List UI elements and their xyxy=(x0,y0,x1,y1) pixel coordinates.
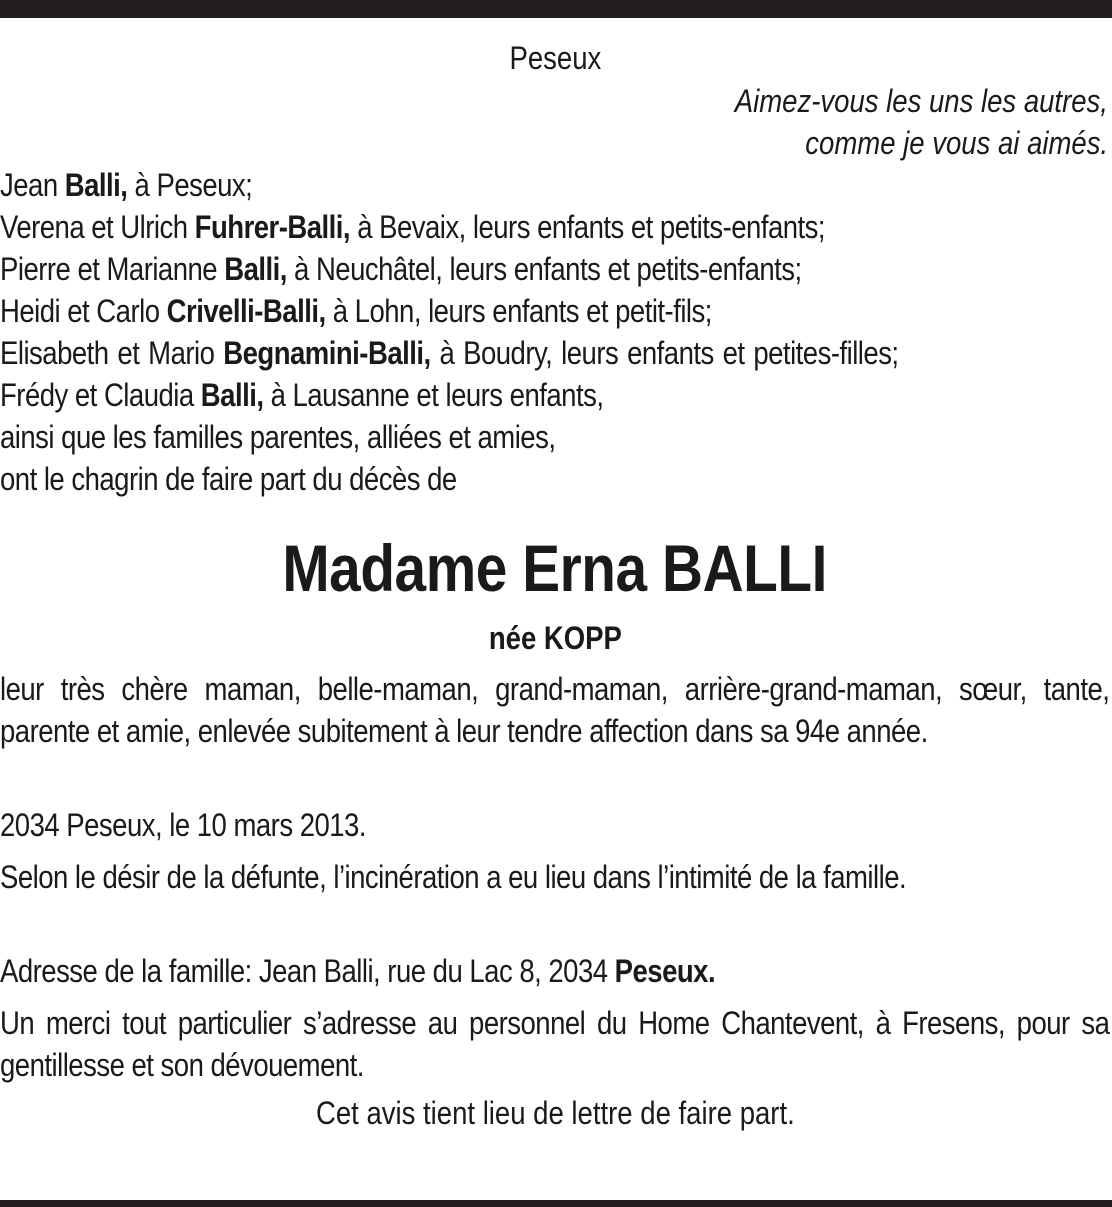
family-list xyxy=(0,164,1109,500)
deceased-block xyxy=(0,530,1110,658)
obituary-notice xyxy=(0,36,1110,1134)
verse-line-2: comme je vous ai aimés. xyxy=(805,125,1108,161)
intro-line-1: ainsi que les familles parentes, alliées et amies, xyxy=(0,419,556,455)
family-entry-surname: Balli, xyxy=(64,167,128,203)
family-entry-surname: Fuhrer-Balli, xyxy=(194,209,351,245)
family-entry-names: Jean xyxy=(0,167,65,203)
thanks-block xyxy=(0,1002,1110,1086)
bottom-border-rule xyxy=(0,1200,1112,1207)
family-entry xyxy=(0,332,1109,374)
family-entry-names: Elisabeth et Mario xyxy=(0,335,224,371)
family-entry-names: Frédy et Claudia xyxy=(0,377,201,413)
family-entry-surname: Balli, xyxy=(200,377,264,413)
family-entry xyxy=(0,248,1109,290)
ceremony-paragraph: Selon le désir de la défunte, l’incinération a eu lieu dans l’intimité de la famille. xyxy=(0,859,907,895)
family-entry xyxy=(0,374,1109,416)
address-town: Peseux. xyxy=(614,953,716,989)
bible-verse xyxy=(0,80,1108,164)
family-entry-location: à Bevaix, leurs enfants et petits-enfants; xyxy=(350,209,826,245)
family-entry-surname: Crivelli-Balli, xyxy=(166,293,326,329)
closing-note: Cet avis tient lieu de lettre de faire part. xyxy=(315,1095,795,1131)
family-entry-location: à Peseux; xyxy=(127,167,253,203)
family-entry-location: à Boudry, leurs enfants et petites-filles; xyxy=(430,335,899,371)
address-block xyxy=(0,950,1110,992)
family-entry-names: Verena et Ulrich xyxy=(0,209,195,245)
closing-row xyxy=(0,1092,1110,1134)
family-entry xyxy=(0,290,1109,332)
verse-line-1: Aimez-vous les uns les autres, xyxy=(734,83,1108,119)
deceased-maiden-name: née KOPP xyxy=(488,620,622,656)
family-entry-location: à Neuchâtel, leurs enfants et petits-enfants; xyxy=(286,251,802,287)
family-entry-location: à Lausanne et leurs enfants, xyxy=(263,377,604,413)
date-place-paragraph: 2034 Peseux, le 10 mars 2013. xyxy=(0,807,366,843)
family-entry-names: Pierre et Marianne xyxy=(0,251,225,287)
thanks-paragraph: Un merci tout particulier s’adresse au personnel du Home Chantevent, à Fresens, pour sa gentillesse et son dévouement. xyxy=(0,1005,1110,1083)
header-place: Peseux xyxy=(509,40,601,76)
deceased-name: Madame Erna BALLI xyxy=(282,531,828,605)
family-entry xyxy=(0,206,1109,248)
date-block xyxy=(0,804,1110,846)
family-entry-names: Heidi et Carlo xyxy=(0,293,167,329)
address-text: Adresse de la famille: Jean Balli, rue du Lac 8, 2034 xyxy=(0,953,615,989)
family-entry-surname: Balli, xyxy=(224,251,287,287)
header-place-row xyxy=(0,36,1110,80)
family-entry xyxy=(0,164,1109,206)
tribute-paragraph: leur très chère maman, belle-maman, grand-maman, arrière-grand-maman, sœur, tante, parente et amie, enlevée subitement à leur tendre affection dans sa 94e année. xyxy=(0,671,1110,749)
family-entry-location: à Lohn, leurs enfants et petit-fils; xyxy=(325,293,712,329)
intro-line-2: ont le chagrin de faire part du décès de xyxy=(0,461,457,497)
ceremony-block xyxy=(0,856,1110,940)
tribute-block xyxy=(0,668,1110,794)
address-paragraph xyxy=(0,950,1109,992)
top-border-rule xyxy=(0,0,1112,18)
family-entry-surname: Begnamini-Balli, xyxy=(223,335,431,371)
